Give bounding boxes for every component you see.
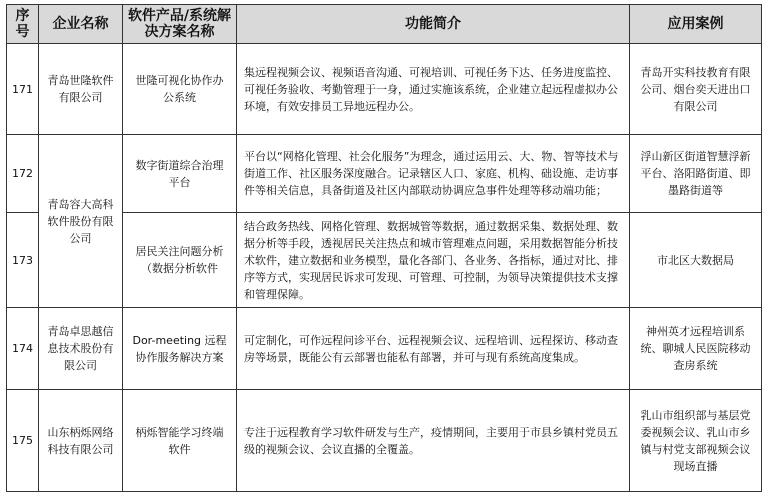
row-number: 173: [7, 213, 39, 308]
table-header-row: [7, 5, 762, 44]
application-case: 神州英才远程培训系统、聊城人民医院移动查房系统: [630, 308, 762, 390]
row-number: 171: [7, 44, 39, 135]
company-name: 青岛世隆软件有限公司: [39, 44, 123, 135]
application-case: 市北区大数据局: [630, 213, 762, 308]
header-company: 企业名称: [39, 5, 123, 44]
function-description: 可定制化，可作远程问诊平台、远程视频会议、远程培训、远程探访、移动查房等场景，既能公有云部署也能私有部署，并可与现有系统高度集成。: [237, 308, 630, 390]
application-case: 浮山新区街道智慧浮新平台、洛阳路街道、即墨路街道等: [630, 135, 762, 213]
header-num: 序号: [7, 5, 39, 44]
product-name: 世隆可视化协作办公系统: [123, 44, 237, 135]
table-row: [7, 390, 762, 492]
header-case: 应用案例: [630, 5, 762, 44]
product-name: 数字街道综合治理平台: [123, 135, 237, 213]
company-name: 青岛卓思越信息技术股份有限公司: [39, 308, 123, 390]
product-name: Dor-meeting 远程协作服务解决方案: [123, 308, 237, 390]
table-row: [7, 308, 762, 390]
header-product: 软件产品/系统解决方案名称: [123, 5, 237, 44]
function-description: 结合政务热线、网格化管理、数据城管等数据，通过数据采集、数据处理、数据分析等手段，透视居民关注热点和城市管理难点问题，采用数据智能分析技术软件，建立数据和业务模型，量化各部门、各业务、各指标，通过对比、排序等方式，实现居民诉求可发现、可管理、可控制，为领导决策提供技术支撑和管理保障。: [237, 213, 630, 308]
function-description: 集远程视频会议、视频语音沟通、可视培训、可视任务下达、任务进度监控、可视任务验收、考勤管理于一身，通过实施该系统，企业建立起远程虚拟办公环境，有效安排员工异地远程办公。: [237, 44, 630, 135]
row-number: 175: [7, 390, 39, 492]
table-row: [7, 44, 762, 135]
software-table: [6, 4, 762, 492]
product-name: 柄烁智能学习终端软件: [123, 390, 237, 492]
company-name: 山东柄烁网络科技有限公司: [39, 390, 123, 492]
row-number: 172: [7, 135, 39, 213]
product-name: 居民关注问题分析 （数据分析软件: [123, 213, 237, 308]
function-description: 专注于远程教育学习软件研发与生产，疫情期间，主要用于市县乡镇村党员五级的视频会议、会议直播的全覆盖。: [237, 390, 630, 492]
application-case: 青岛开实科技教育有限公司、烟台奕天进出口有限公司: [630, 44, 762, 135]
header-desc: 功能简介: [237, 5, 630, 44]
application-case: 乳山市组织部与基层党委视频会议、乳山市乡镇与村党支部视频会议现场直播: [630, 390, 762, 492]
table-row: [7, 135, 762, 213]
function-description: 平台以“网格化管理、社会化服务”为理念，通过运用云、大、物、智等技术与街道工作、社区服务深度融合。记录辖区人口、家庭、机构、础设施、走访事件等相关信息，具备街道及社区内部联动协调应急事件处理等移动端功能；: [237, 135, 630, 213]
row-number: 174: [7, 308, 39, 390]
company-name: 青岛容大高科软件股份有限公司: [39, 135, 123, 308]
